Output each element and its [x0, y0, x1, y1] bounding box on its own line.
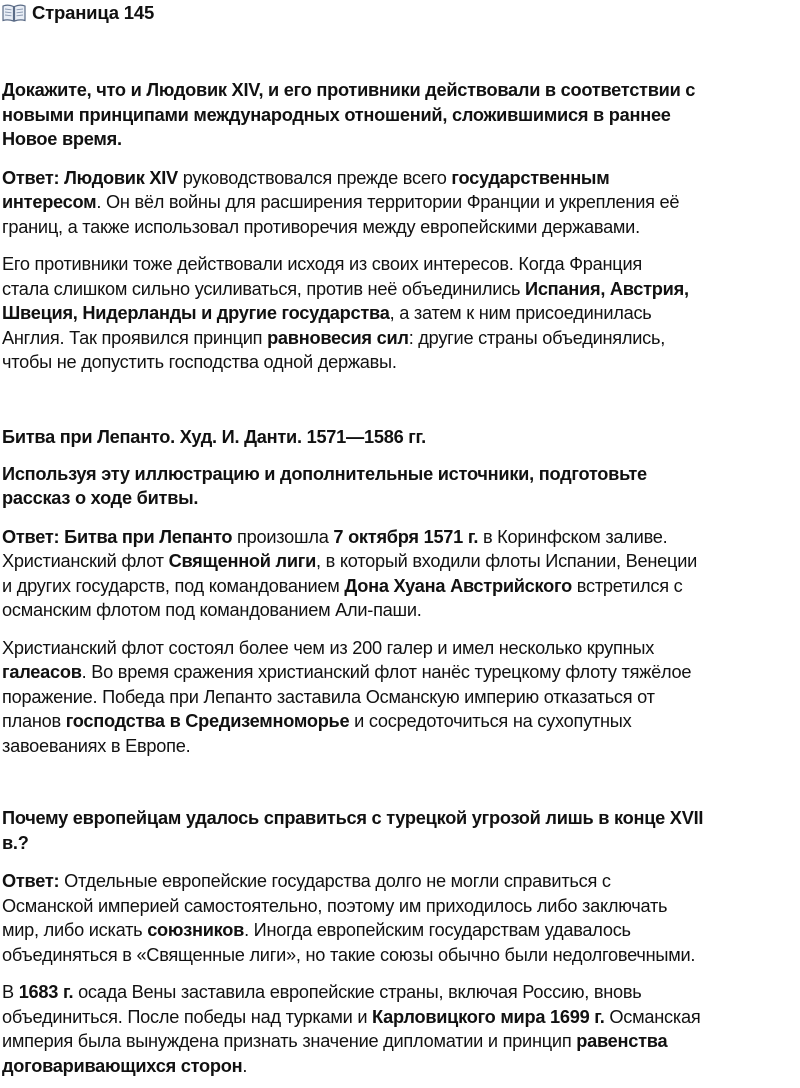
text-run: . Иногда европейским государствам удавалось	[244, 920, 631, 940]
text-line	[2, 660, 800, 685]
answer-paragraph	[2, 636, 800, 759]
text-run: . Во время сражения христианский флот нанёс турецкому флоту тяжёлое	[81, 662, 692, 682]
bold-text: 7 октября 1571 г.	[333, 526, 479, 547]
text-run: объединиться. После победы над турками и	[2, 1006, 373, 1027]
question-heading	[2, 462, 800, 511]
caption-line: Битва при Лепанто. Худ. И. Данти. 1571—1586 гг.	[2, 427, 426, 447]
answer-paragraph	[2, 980, 800, 1078]
bold-text: договаривающихся сторон	[2, 1055, 243, 1076]
text-run: поражение. Победа при Лепанто заставила Османскую империю отказаться от	[2, 686, 655, 707]
text-line	[2, 636, 800, 661]
bold-text: Карловицкого мира 1699 г.	[372, 1006, 605, 1027]
section-turkish-threat	[2, 806, 800, 1088]
text-run: Его противники тоже действовали исходя из своих интересов. Когда Франция	[2, 254, 642, 274]
text-run: Османской империей самостоятельно, поэтому им приходилось либо заключать	[2, 895, 668, 916]
bold-text: государственным	[451, 167, 610, 188]
text-run: . Он вёл войны для расширения территории Франции и укрепления её	[96, 192, 680, 212]
page-title: Страница 145	[32, 2, 155, 23]
text-line	[2, 894, 800, 919]
bold-text: Ответ:	[2, 871, 60, 891]
text-run: завоеваниях в Европе.	[2, 735, 191, 756]
text-run: чтобы не допустить господства одной державы.	[2, 352, 397, 372]
text-line	[2, 685, 800, 710]
answer-paragraph	[2, 166, 800, 240]
text-line	[2, 190, 800, 215]
bold-text: равенства	[576, 1031, 668, 1051]
text-line	[2, 301, 800, 326]
text-line	[2, 252, 800, 277]
section-louis-xiv	[2, 78, 800, 385]
bold-text: Священной лиги	[168, 551, 317, 571]
bold-text: Ответ: Битва при Лепанто	[2, 526, 233, 547]
text-line	[2, 1054, 800, 1079]
text-run: и сосредоточиться на сухопутных	[349, 711, 632, 731]
question-line: новыми принципами международных отношений, сложившимися в раннее	[2, 104, 671, 125]
question-line: в.?	[2, 832, 29, 853]
question-line: Почему европейцам удалось справиться с турецкой угрозой лишь в конце XVII	[2, 808, 704, 828]
answer-paragraph	[2, 252, 800, 375]
text-line	[2, 326, 800, 351]
text-line	[2, 574, 800, 599]
text-line	[2, 525, 800, 550]
question-line: рассказ о ходе битвы.	[2, 488, 199, 508]
text-run: планов	[2, 711, 66, 731]
text-run: в Коринфском заливе.	[478, 526, 668, 547]
text-line	[2, 918, 800, 943]
bold-text: Испания, Австрия,	[525, 278, 689, 299]
text-run: Англия. Так проявился принцип	[2, 327, 268, 348]
text-run: границ, а также использовал противоречия между европейскими державами.	[2, 216, 640, 237]
text-run: мир, либо искать	[2, 920, 148, 940]
text-line	[2, 166, 800, 191]
page-header	[2, 0, 800, 26]
answer-paragraph	[2, 869, 800, 967]
text-run: .	[242, 1055, 248, 1076]
text-line	[2, 215, 800, 240]
text-run: В	[2, 982, 19, 1002]
text-line	[2, 734, 800, 759]
text-run: встретился с	[571, 575, 683, 596]
bold-text: 1683 г.	[18, 982, 74, 1002]
bold-text: интересом	[2, 192, 97, 212]
text-line	[2, 709, 800, 734]
text-run: империя была вынуждена признать значение дипломатии и принцип	[2, 1031, 577, 1051]
bold-text: союзников	[147, 920, 245, 940]
text-line	[2, 943, 800, 968]
text-run: осада Вены заставила европейские страны, включая Россию, вновь	[73, 982, 642, 1002]
text-run: , а затем к ним присоединилась	[389, 303, 652, 323]
bold-text: галеасов	[2, 662, 82, 682]
text-line	[2, 980, 800, 1005]
open-book-icon	[2, 3, 26, 23]
text-run: османским флотом под командованием Али-паши.	[2, 600, 422, 620]
text-run: : другие страны объединялись,	[408, 327, 666, 348]
text-line	[2, 549, 800, 574]
text-run: руководствовался прежде всего	[177, 167, 452, 188]
bold-text: господства в Средиземноморье	[65, 711, 350, 731]
text-line	[2, 869, 800, 894]
text-run: объединяться в «Священные лиги», но такие союзы обычно были недолговечными.	[2, 944, 696, 965]
answer-paragraph	[2, 525, 800, 623]
question-line: Используя эту иллюстрацию и дополнительные источники, подготовьте	[2, 463, 647, 484]
question-line: Новое время.	[2, 129, 122, 149]
section-lepanto	[2, 425, 800, 768]
text-run: Христианский флот состоял более чем из 200 галер и имел несколько крупных	[2, 637, 655, 658]
question-heading	[2, 78, 800, 152]
bold-text: Швеция, Нидерланды и другие государства	[2, 303, 390, 323]
text-run: , в который входили флоты Испании, Венеции	[316, 551, 698, 571]
text-line	[2, 277, 800, 302]
text-line	[2, 350, 800, 375]
text-run: и других государств, под командованием	[2, 575, 345, 596]
text-run: Османская	[604, 1006, 701, 1027]
question-line: Докажите, что и Людовик XIV, и его противники действовали в соответствии с	[2, 80, 696, 100]
question-heading	[2, 806, 800, 855]
text-run: стала слишком сильно усиливаться, против неё объединились	[2, 278, 525, 299]
text-line	[2, 1005, 800, 1030]
text-run: произошла	[232, 526, 334, 547]
bold-text: равновесия сил	[267, 327, 409, 348]
bold-text: Ответ: Людовик XIV	[2, 167, 178, 188]
bold-text: Дона Хуана Австрийского	[344, 575, 572, 596]
text-run: Христианский флот	[2, 551, 169, 571]
text-run: Отдельные европейские государства долго не могли справиться с	[59, 871, 611, 891]
illustration-caption	[2, 425, 800, 450]
text-line	[2, 598, 800, 623]
text-line	[2, 1029, 800, 1054]
